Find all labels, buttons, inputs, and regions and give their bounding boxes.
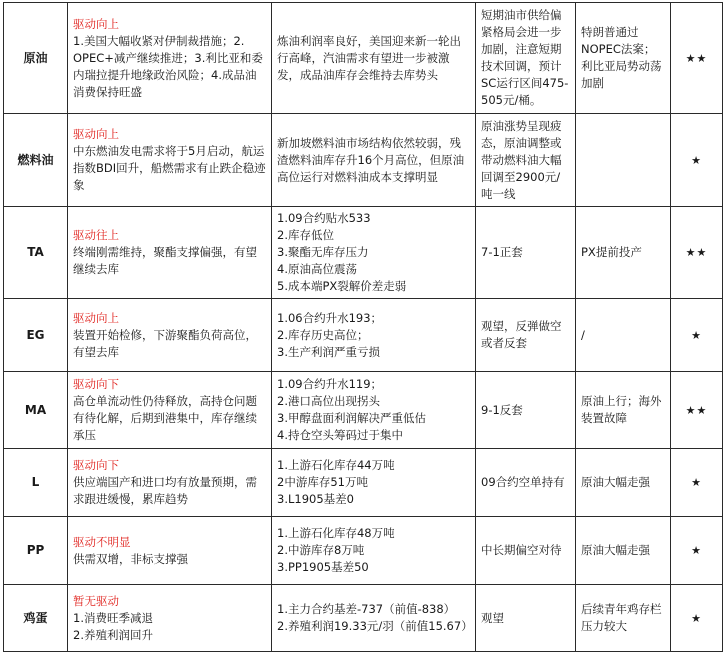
strategy-cell: 7-1正套 (476, 207, 576, 299)
driver-direction: 驱动向上 (73, 127, 119, 141)
strategy-table (3, 2, 723, 652)
fundamental-line: 3.生产利润严重亏损 (277, 344, 380, 359)
table-row (4, 299, 723, 372)
rating-stars: ★ (671, 517, 723, 585)
driver-direction: 驱动往上 (73, 228, 119, 242)
fundamentals-cell (272, 114, 476, 207)
fundamental-line: 3.L1905基差0 (277, 492, 354, 506)
table-row (4, 114, 723, 207)
logic-line: 供需双增，非标支撑强 (73, 551, 188, 566)
fundamental-line: 1.上游石化库存44万吨 (277, 458, 395, 472)
product-name-cell: 原油 (4, 3, 68, 114)
fundamentals-cell (272, 299, 476, 372)
strategy-cell: 观望 (476, 585, 576, 652)
fundamental-line: 新加坡燃料油市场结构依然较弱，残渣燃料油库存升16个月高位，但原油高位运行对燃料油成本支撑明显 (277, 135, 465, 184)
product-name-cell: MA (4, 372, 68, 449)
fundamental-line: 炼油利润率良好，美国迎来新一轮出行高峰，汽油需求有望进一步被激发，成品油库存会维持去库势头 (277, 33, 461, 82)
rating-stars: ★★ (671, 207, 723, 299)
rating-stars: ★★ (671, 372, 723, 449)
driver-logic-cell (68, 207, 272, 299)
fundamental-line: 1.主力合约基差-737（前值-838） (277, 602, 456, 616)
risk-cell: 原油大幅走强 (576, 449, 671, 517)
product-name-cell: EG (4, 299, 68, 372)
strategy-cell: 9-1反套 (476, 372, 576, 449)
risk-cell: 特朗普通过NOPEC法案；利比亚局势动荡加剧 (576, 3, 671, 114)
fundamental-line: 2.港口高位出现拐头 (277, 394, 380, 408)
driver-direction: 驱动向上 (73, 16, 119, 31)
fundamentals-cell (272, 3, 476, 114)
product-name-cell: L (4, 449, 68, 517)
table-row (4, 372, 723, 449)
logic-line: 高仓单流动性仍待释放，高持仓问题有待化解，后期到港集中，库存继续承压 (73, 394, 257, 442)
logic-line: 中东燃油发电需求将于5月启动，航运指数BDI回升，船燃需求有止跌企稳迹象 (73, 144, 266, 192)
fundamental-line: 2.养殖利润19.33元/羽（前值15.67） (277, 619, 473, 633)
fundamental-line: 1.06合约升水193； (277, 310, 383, 325)
fundamental-line: 1.09合约升水119； (277, 377, 383, 391)
table-body (4, 3, 723, 652)
strategy-cell: 短期油市供给偏紧格局会进一步加剧，注意短期技术回调，预计SC运行区间475-505元/桶。 (476, 3, 576, 114)
table-row (4, 517, 723, 585)
risk-cell: / (576, 299, 671, 372)
driver-direction: 驱动向下 (73, 377, 119, 391)
rating-stars: ★ (671, 114, 723, 207)
strategy-cell: 中长期偏空对待 (476, 517, 576, 585)
strategy-cell: 09合约空单持有 (476, 449, 576, 517)
product-name-cell: 燃料油 (4, 114, 68, 207)
table-row (4, 585, 723, 652)
fundamental-line: 3.聚酯无库存压力 (277, 245, 369, 259)
driver-logic-cell (68, 114, 272, 207)
fundamentals-cell (272, 449, 476, 517)
driver-direction: 驱动不明显 (73, 534, 131, 549)
fundamentals-cell (272, 207, 476, 299)
rating-stars: ★ (671, 299, 723, 372)
fundamental-line: 2.库存历史高位； (277, 327, 369, 342)
product-name-cell: 鸡蛋 (4, 585, 68, 652)
risk-cell: 后续青年鸡存栏压力较大 (576, 585, 671, 652)
driver-direction: 暂无驱动 (73, 593, 119, 608)
driver-logic-cell (68, 3, 272, 114)
table-row (4, 449, 723, 517)
fundamental-line: 2中游库存51万吨 (277, 475, 368, 489)
rating-stars: ★★ (671, 3, 723, 114)
strategy-cell: 观望，反弹做空或者反套 (476, 299, 576, 372)
fundamentals-cell (272, 585, 476, 652)
risk-cell: 原油大幅走强 (576, 517, 671, 585)
driver-logic-cell (68, 449, 272, 517)
logic-line: 2.养殖利润回升 (73, 627, 153, 642)
risk-cell: PX提前投产 (576, 207, 671, 299)
risk-cell: 原油上行；海外装置故障 (576, 372, 671, 449)
fundamental-line: 5.成本端PX裂解价差走弱 (277, 279, 407, 293)
logic-line: 终端刚需维持，聚酯支撑偏强，有望继续去库 (73, 245, 257, 276)
driver-logic-cell (68, 585, 272, 652)
fundamental-line: 4.原油高位震荡 (277, 262, 357, 276)
fundamental-line: 3.甲醇盘面利润解决严重低估 (277, 411, 426, 425)
logic-line: 装置开始检修，下游聚酯负荷高位，有望去库 (73, 327, 257, 359)
fundamentals-cell (272, 517, 476, 585)
fundamental-line: 1.上游石化库存48万吨 (277, 526, 395, 540)
fundamentals-cell (272, 372, 476, 449)
fundamental-line: 3.PP1905基差50 (277, 560, 369, 574)
logic-line: 供应端国产和进口均有放量预期，需求跟进缓慢，累库趋势 (73, 475, 257, 506)
logic-line: 1.消费旺季减退 (73, 610, 153, 625)
table-row (4, 3, 723, 114)
rating-stars: ★ (671, 585, 723, 652)
fundamental-line: 4.持仓空头筹码过于集中 (277, 428, 403, 442)
product-name-cell: TA (4, 207, 68, 299)
product-name-cell: PP (4, 517, 68, 585)
table-row (4, 207, 723, 299)
strategy-cell: 原油涨势呈现疲态，原油调整或带动燃料油大幅回调至2900元/吨一线 (476, 114, 576, 207)
driver-direction: 驱动向上 (73, 310, 119, 325)
fundamental-line: 1.09合约贴水533 (277, 211, 371, 225)
driver-logic-cell (68, 299, 272, 372)
fundamental-line: 2.中游库存8万吨 (277, 543, 365, 557)
driver-logic-cell (68, 517, 272, 585)
risk-cell (576, 114, 671, 207)
driver-logic-cell (68, 372, 272, 449)
fundamental-line: 2.库存低位 (277, 228, 334, 242)
rating-stars: ★ (671, 449, 723, 517)
driver-direction: 驱动向下 (73, 458, 119, 472)
logic-line: 1.美国大幅收紧对伊制裁措施；2. OPEC+减产继续推进；3.利比亚和委内瑞拉提升地缘政治风险；4.成品油消费保持旺盛 (73, 33, 263, 99)
